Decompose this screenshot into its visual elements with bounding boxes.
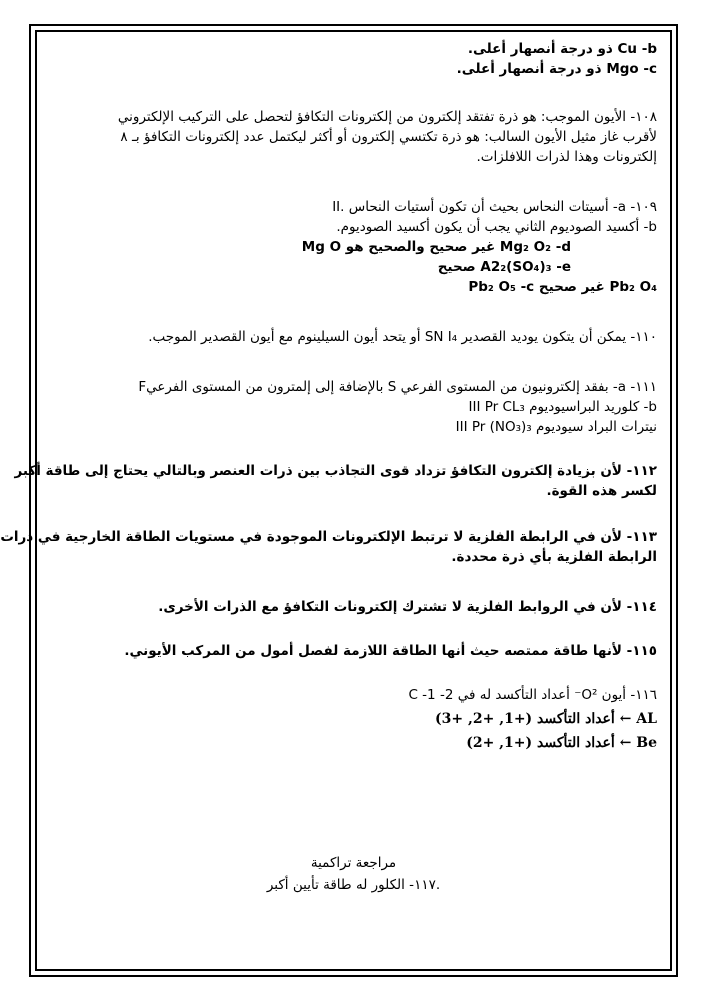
answer-109-b: b- أكسيد الصوديوم الثاني يجب أن يكون أكسيد الصوديوم.: [336, 219, 657, 235]
answer-109-e: A2₂(SO₄)₃ -e صحيح: [437, 259, 571, 275]
page-border-inner: [35, 30, 672, 971]
answer-113-line2: الرابطة الفلزية بأي ذرة محددة.: [451, 549, 657, 565]
answer-117: ١١٧- الكلور له طاقة تأيين أكبر.: [266, 877, 441, 893]
answer-115: ١١٥- لأنها طاقة ممتصه حيث أنها الطاقة اللازمة لفصل أمول من المركب الأيوني.: [124, 643, 657, 659]
answer-114: ١١٤- لأن في الروابط الفلزية لا تشترك إلكترونات التكافؤ مع الذرات الأخرى.: [158, 599, 657, 615]
section-heading: مراجعة تراكمية: [310, 855, 397, 871]
answer-112-line1: ١١٢- لأن بزيادة إلكترون التكافؤ تزداد قوى التجاذب بين ذرات العنصر وبالتالي يحتاج إلى طاقة أكبر: [14, 463, 657, 479]
answer-112-line2: لكسر هذه القوة.: [546, 483, 657, 499]
answer-109-c: Pb₂ O₄ غير صحيح Pb₂ O₅ -c: [468, 279, 657, 295]
answer-109-d: Mg₂ O₂ -d غير صحيح والصحيح هو Mg O: [301, 239, 571, 255]
answer-111-b: b- كلوريد البراسيوديوم III Pr CL₃: [468, 399, 657, 415]
answer-line-cu: Cu -b ذو درجة أنصهار أعلى.: [467, 41, 657, 57]
answer-111-a: ١١١- a- بفقد إلكترونيون من المستوى الفرعي S بالإضافة إلى إلمترون من المستوى الفرعيF: [138, 379, 657, 395]
answer-108-line1: ١٠٨- الأيون الموجب: هو ذرة تفتقد إلكترون من إلكترونات التكافؤ لتحصل على التركيب الإلكتروني: [117, 109, 657, 125]
answer-113-line1: ١١٣- لأن في الرابطة الفلزية لا ترتبط الإلكترونات الموجودة في مستويات الطاقة الخارجية في ذرات: [0, 529, 657, 545]
answer-116: ١١٦- أيون O²⁻ أعداد التأكسد له في 2- C -1: [408, 687, 657, 703]
oxidation-be: Be ← أعداد التأكسد (+1, +2): [466, 735, 657, 751]
answer-line-mgo: Mgo -c ذو درجة أنصهار أعلى.: [456, 61, 657, 77]
answer-111-nitrate: نيترات البراد سيوديوم III Pr (NO₃)₃: [455, 419, 657, 435]
answer-108-line3: إلكترونات وهذا لذرات اللافلزات.: [476, 149, 657, 165]
answer-109-a: ١٠٩- a- أسيتات النحاس بحيث أن تكون أستيات النحاس .II: [332, 199, 657, 215]
oxidation-al: AL ← أعداد التأكسد (+1, +2, +3): [434, 711, 657, 727]
answer-110: ١١٠- يمكن أن يتكون يوديد القصدير SN I₄ أو يتحد أيون السيلينوم مع أيون القصدير الموجب.: [148, 329, 657, 345]
answer-108-line2: لأقرب غاز مثيل الأيون السالب: هو ذرة تكتسي إلكترون أو أكثر ليكتمل عدد إلكترونات التكافؤ بـ ٨: [120, 129, 657, 145]
